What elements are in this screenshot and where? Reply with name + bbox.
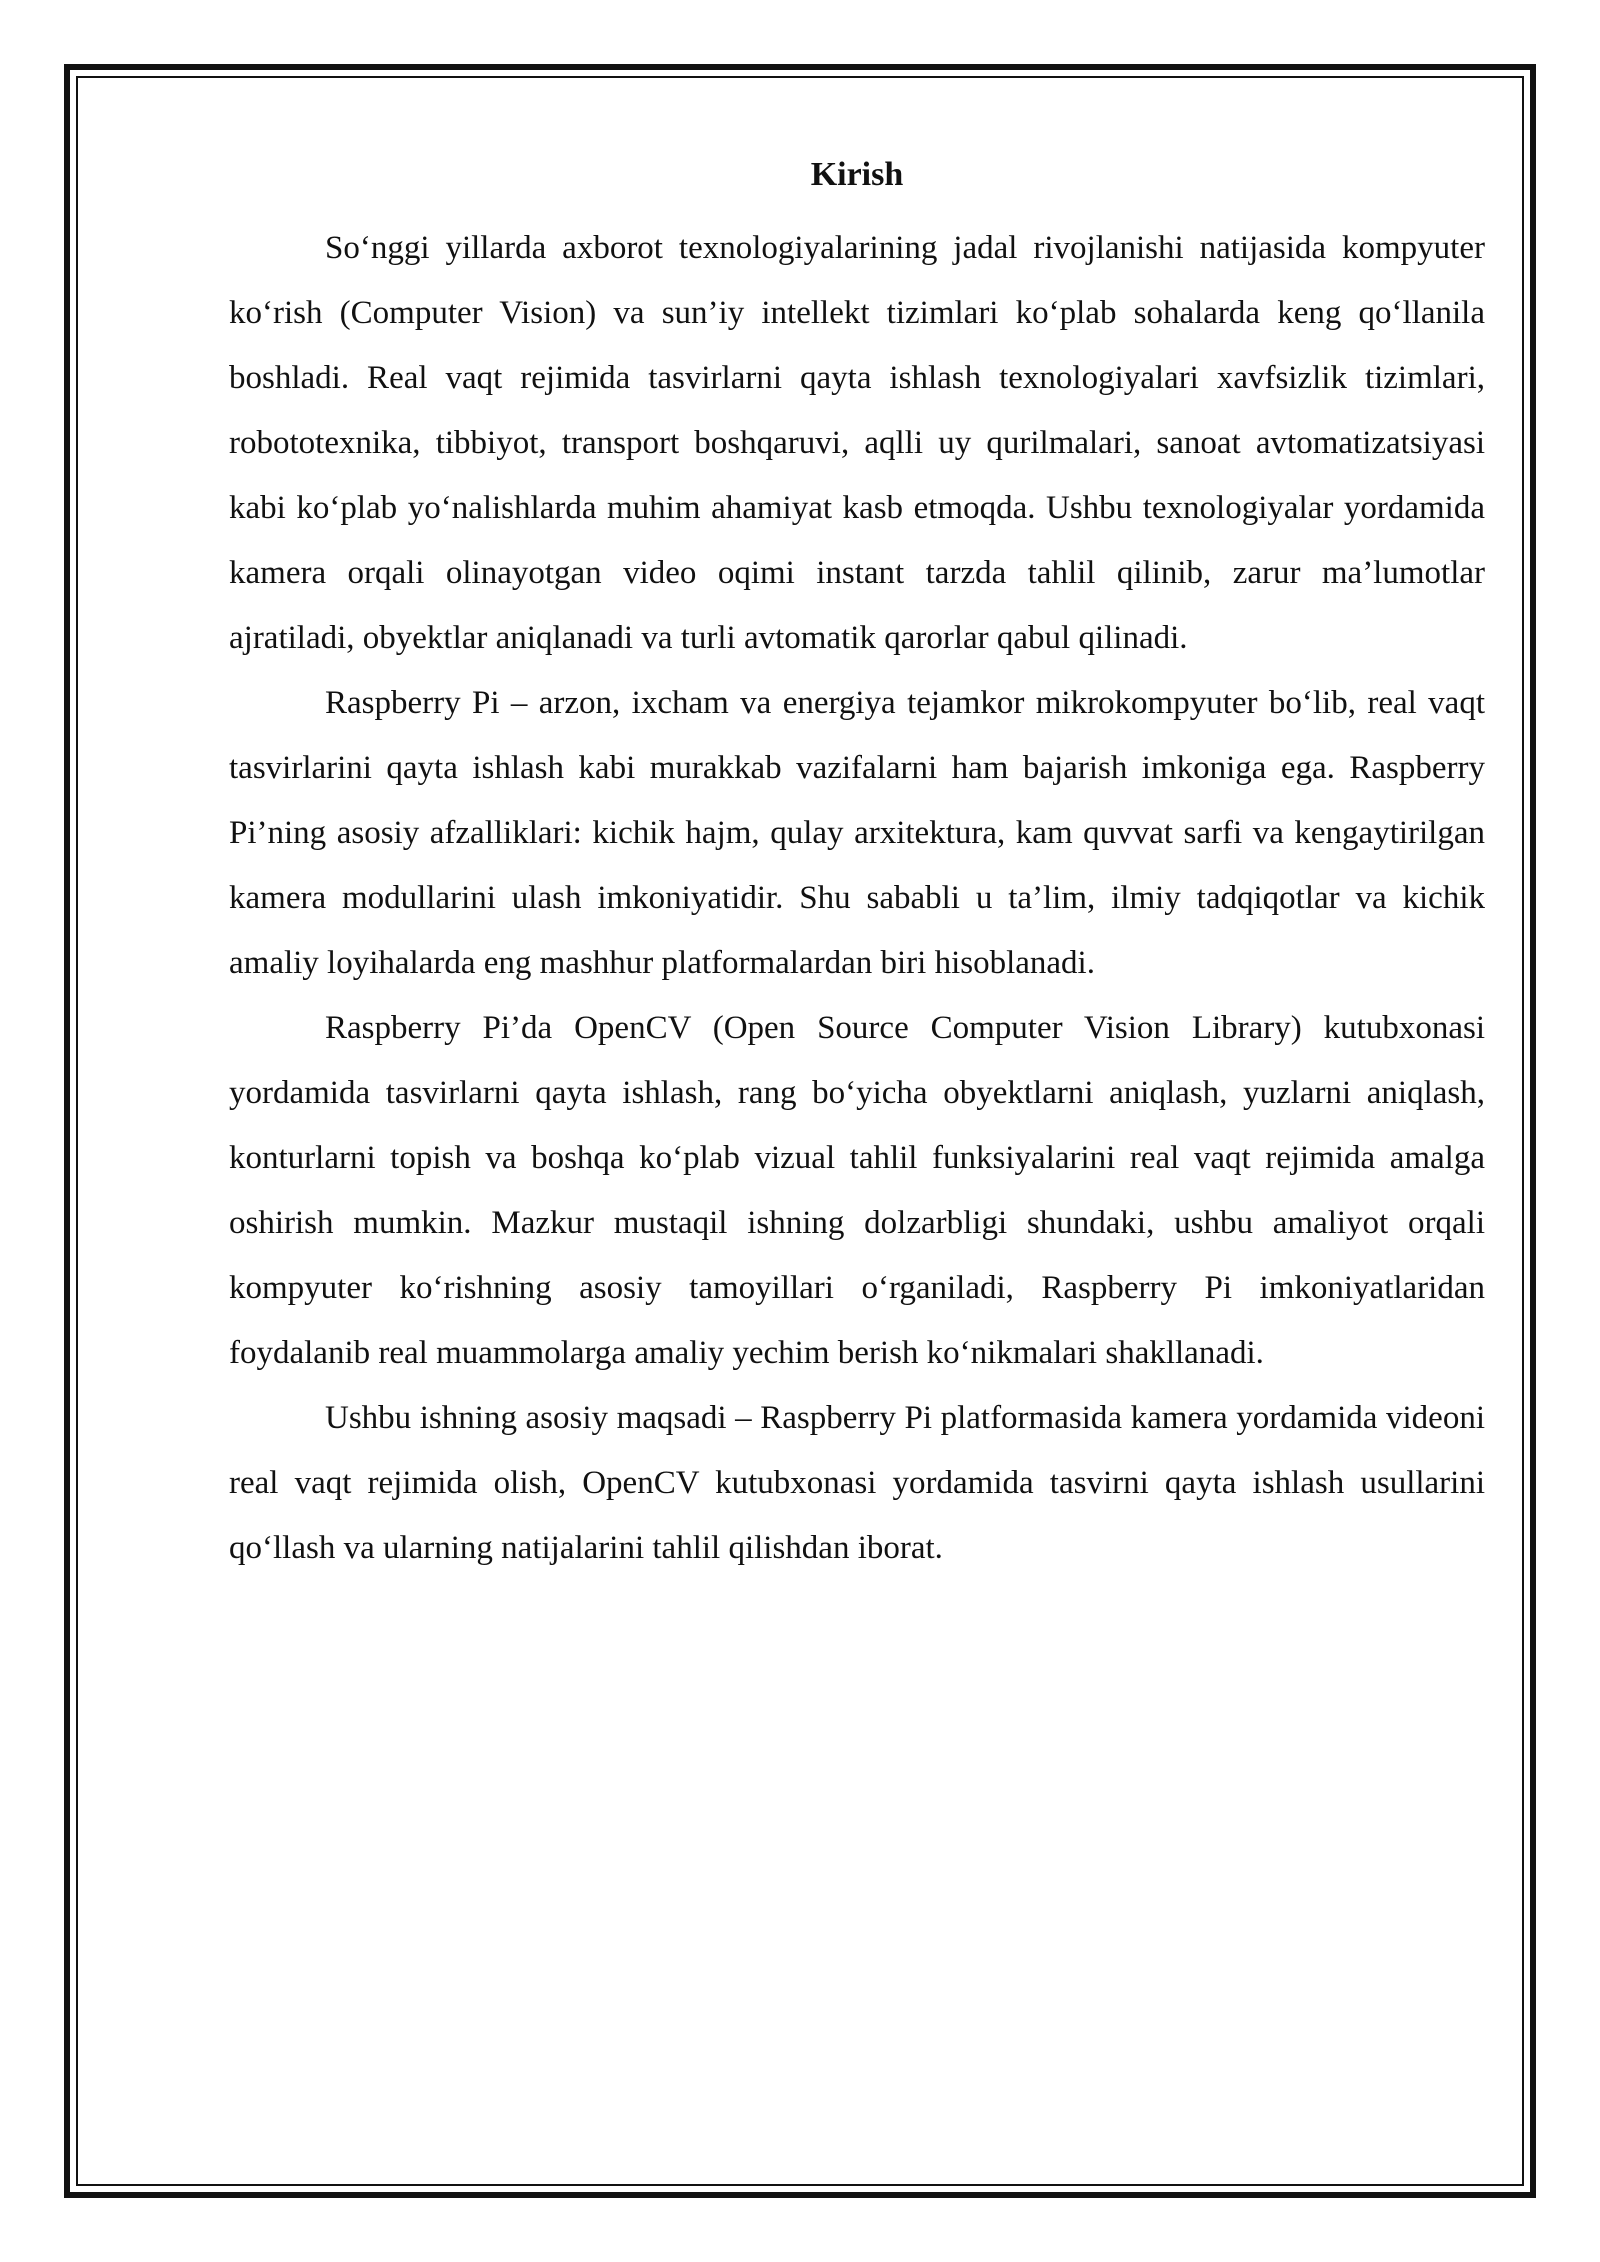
paragraph-4: Ushbu ishning asosiy maqsadi – Raspberry Pi platformasida kamera yordamida videoni real vaqt rejimida olish, OpenCV kutubxonasi yordamida tasvirni qayta ishlash usullarini qo‘llash va ularning natijalarini tahlil qilishdan iborat. xyxy=(229,1400,1485,1566)
paragraph-3: Raspberry Pi’da OpenCV (Open Source Computer Vision Library) kutubxonasi yordamida tasvirlarni qayta ishlash, rang bo‘yicha obyektlarni aniqlash, yuzlarni aniqlash, konturlarni topish va boshqa ko‘plab vizual tahlil funksiyalarini real vaqt rejimida amalga oshirish mumkin. Mazkur mustaqil ishning dolzarbligi shundaki, ushbu amaliyot orqali kompyuter ko‘rishning asosiy tamoyillari o‘rganiladi, Raspberry Pi imkoniyatlaridan foydalanib real muammolarga amaliy yechim berish ko‘nikmalari shakllanadi. xyxy=(229,1010,1485,1371)
paragraph-2: Raspberry Pi – arzon, ixcham va energiya tejamkor mikrokompyuter bo‘lib, real vaqt tasvirlarini qayta ishlash kabi murakkab vazifalarni ham bajarish imkoniga ega. Raspberry Pi’ning asosiy afzalliklari: kichik hajm, qulay arxitektura, kam quvvat sarfi va kengaytirilgan kamera modullarini ulash imkoniyatidir. Shu sababli u ta’lim, ilmiy tadqiqotlar va kichik amaliy loyihalarda eng mashhur platformalardan biri hisoblanadi. xyxy=(229,685,1485,981)
section-title: Kirish xyxy=(810,156,904,193)
paragraph-1: So‘nggi yillarda axborot texnologiyalarining jadal rivojlanishi natijasida kompyuter ko‘rish (Computer Vision) va sun’iy intellekt tizimlari ko‘plab sohalarda keng qo‘llanila boshladi. Real vaqt rejimida tasvirlarni qayta ishlash texnologiyalari xavfsizlik tizimlari, robototexnika, tibbiyot, transport boshqaruvi, aqlli uy qurilmalari, sanoat avtomatizatsiyasi kabi ko‘plab yo‘nalishlarda muhim ahamiyat kasb etmoqda. Ushbu texnologiyalar yordamida kamera orqali olinayotgan video oqimi instant tarzda tahlil qilinib, zarur ma’lumotlar ajratiladi, obyektlar aniqlanadi va turli avtomatik qarorlar qabul qilinadi. xyxy=(229,230,1485,656)
page-content xyxy=(229,148,1485,1581)
